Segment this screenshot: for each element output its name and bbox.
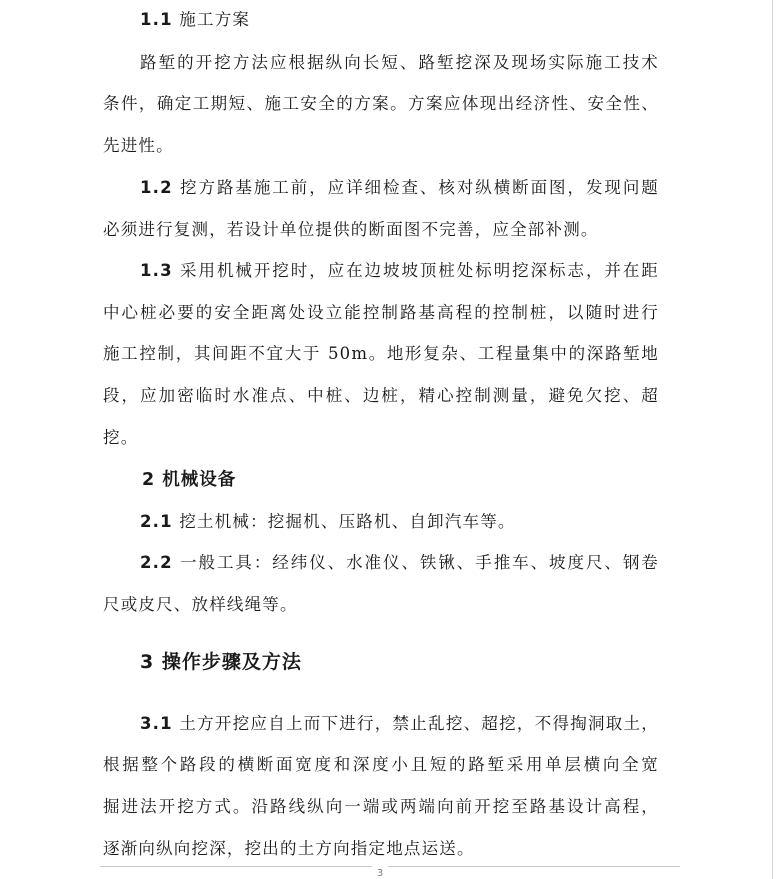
- paragraph-line: 先进性。: [103, 136, 174, 155]
- paragraph-line: 尺或皮尺、放样线绳等。: [103, 595, 298, 614]
- section-2-heading: 2 机械设备: [142, 470, 237, 490]
- footer-rule-right: [388, 866, 680, 867]
- page-edge-line: [772, 0, 773, 879]
- section-1-1-heading: 1.1 施工方案: [140, 10, 251, 29]
- paragraph-line: 中心桩必要的安全距离处设立能控制路基高程的控制桩，以随时进行: [103, 303, 659, 322]
- section-2-2-line: 2.2 一般工具：经纬仪、水准仪、铁锹、手推车、坡度尺、钢卷: [140, 553, 659, 572]
- paragraph-line: 路堑的开挖方法应根据纵向长短、路堑挖深及现场实际施工技术: [140, 53, 659, 72]
- section-3-1-line: 3.1 土方开挖应自上而下进行，禁止乱挖、超挖，不得掏洞取土，: [140, 714, 659, 733]
- paragraph-line: 挖。: [103, 428, 139, 447]
- paragraph-line: 施工控制，其间距不宜大于 50m。地形复杂、工程量集中的深路堑地: [103, 344, 659, 363]
- paragraph-line: 段，应加密临时水准点、中桩、边桩，精心控制测量，避免欠挖、超: [103, 386, 659, 405]
- page-number: 3: [376, 868, 384, 879]
- footer-rule-left: [100, 866, 372, 867]
- paragraph-line: 掘进法开挖方式。沿路线纵向一端或两端向前开挖至路基设计高程，: [103, 797, 659, 816]
- paragraph-line: 逐渐向纵向挖深，挖出的土方向指定地点运送。: [103, 839, 475, 858]
- section-1-3-line: 1.3 采用机械开挖时，应在边坡坡顶桩处标明挖深标志，并在距: [140, 261, 659, 280]
- paragraph-line: 必须进行复测，若设计单位提供的断面图不完善，应全部补测。: [103, 220, 599, 239]
- section-2-1-line: 2.1 挖土机械：挖掘机、压路机、自卸汽车等。: [140, 512, 516, 531]
- paragraph-line: 条件，确定工期短、施工安全的方案。方案应体现出经济性、安全性、: [103, 94, 659, 113]
- section-1-2-line: 1.2 挖方路基施工前，应详细检查、核对纵横断面图，发现问题: [140, 178, 659, 197]
- section-3-heading: 3 操作步骤及方法: [140, 651, 302, 673]
- paragraph-line: 根据整个路段的横断面宽度和深度小且短的路堑采用单层横向全宽: [103, 755, 659, 774]
